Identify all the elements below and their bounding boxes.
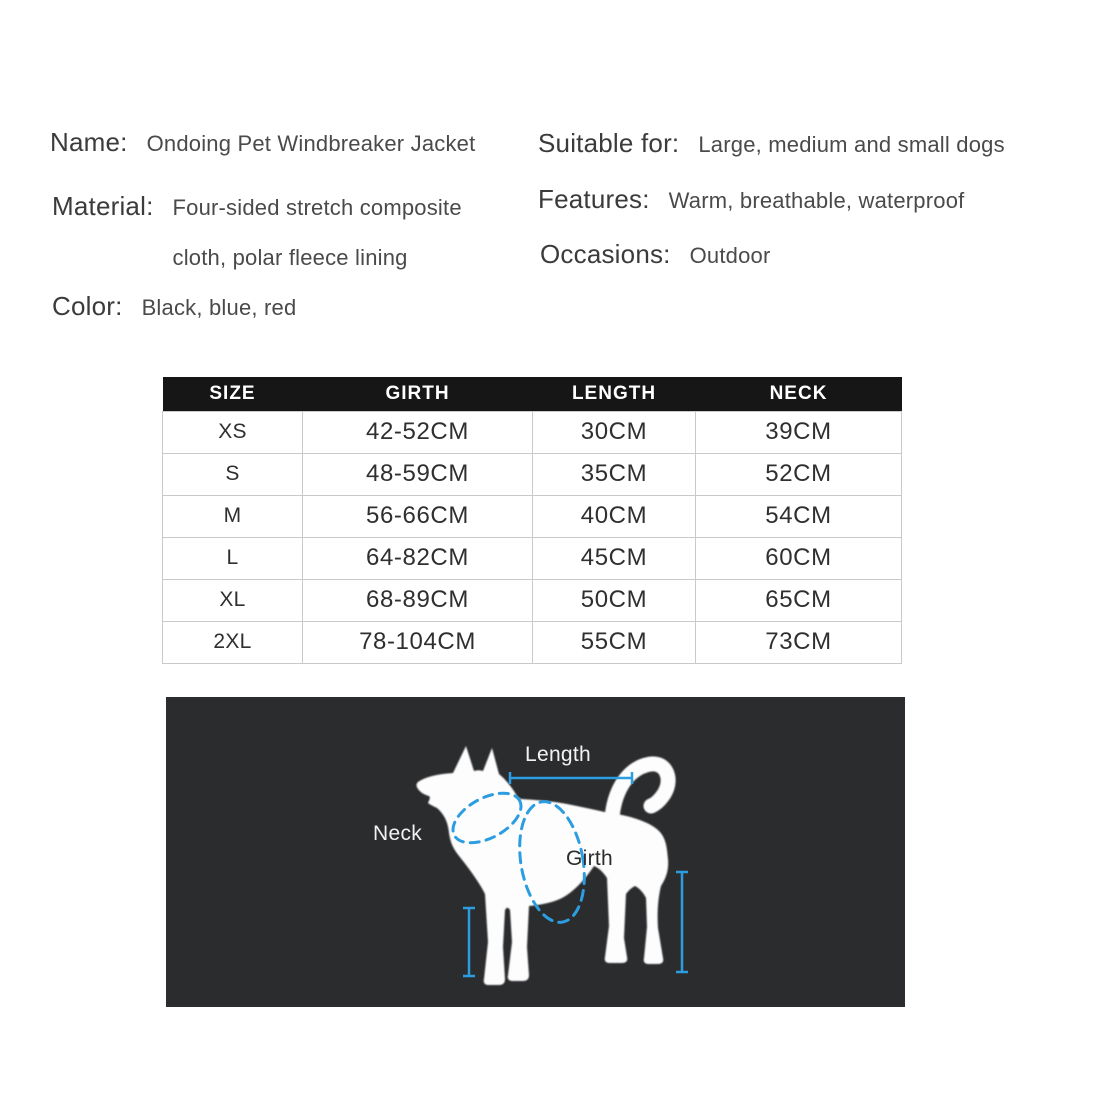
info-row-material bbox=[52, 183, 498, 283]
cell-neck: 39CM bbox=[696, 411, 902, 453]
cell-length: 40CM bbox=[533, 495, 696, 537]
cell-length: 45CM bbox=[533, 537, 696, 579]
header-cell-neck: NECK bbox=[696, 377, 902, 411]
cell-size: 2XL bbox=[163, 621, 303, 663]
cell-girth: 48-59CM bbox=[303, 453, 533, 495]
info-value-color: Black, blue, red bbox=[141, 295, 297, 320]
info-value-material: Four-sided stretch composite cloth, polar fleece lining bbox=[172, 195, 462, 270]
cell-size: S bbox=[163, 453, 303, 495]
info-row-features bbox=[538, 184, 964, 215]
neck-label: Neck bbox=[373, 822, 423, 845]
cell-length: 50CM bbox=[533, 579, 696, 621]
cell-size: M bbox=[163, 495, 303, 537]
cell-neck: 52CM bbox=[696, 453, 902, 495]
info-row-suitable-for bbox=[538, 128, 1005, 159]
girth-label: Girth bbox=[566, 847, 614, 870]
info-value-suitable-for: Large, medium and small dogs bbox=[698, 132, 1005, 157]
info-value-occasions: Outdoor bbox=[689, 243, 771, 268]
cell-girth: 64-82CM bbox=[303, 537, 533, 579]
header-cell-length: LENGTH bbox=[533, 377, 696, 411]
cell-girth: 78-104CM bbox=[303, 621, 533, 663]
size-table-header-row bbox=[163, 377, 902, 411]
cell-girth: 68-89CM bbox=[303, 579, 533, 621]
info-value-features: Warm, breathable, waterproof bbox=[668, 188, 965, 213]
cell-size: L bbox=[163, 537, 303, 579]
info-label-color: Color: bbox=[52, 291, 123, 321]
info-row-color bbox=[52, 291, 296, 322]
cell-neck: 73CM bbox=[696, 621, 902, 663]
table-row-m bbox=[163, 495, 902, 537]
size-table bbox=[162, 377, 902, 664]
table-row-s bbox=[163, 453, 902, 495]
cell-size: XL bbox=[163, 579, 303, 621]
cell-length: 30CM bbox=[533, 411, 696, 453]
size-diagram-panel bbox=[166, 697, 905, 1007]
info-label-name: Name: bbox=[50, 127, 128, 157]
cell-girth: 56-66CM bbox=[303, 495, 533, 537]
cell-girth: 42-52CM bbox=[303, 411, 533, 453]
info-label-suitable-for: Suitable for: bbox=[538, 128, 680, 158]
cell-neck: 65CM bbox=[696, 579, 902, 621]
cell-length: 35CM bbox=[533, 453, 696, 495]
cell-size: XS bbox=[163, 411, 303, 453]
header-cell-size: SIZE bbox=[163, 377, 303, 411]
info-value-name: Ondoing Pet Windbreaker Jacket bbox=[146, 131, 476, 156]
cell-neck: 60CM bbox=[696, 537, 902, 579]
table-row-l bbox=[163, 537, 902, 579]
front-leg-measure-line bbox=[463, 908, 475, 976]
info-label-occasions: Occasions: bbox=[540, 239, 671, 269]
length-label: Length bbox=[524, 743, 592, 766]
cell-neck: 54CM bbox=[696, 495, 902, 537]
header-cell-girth: GIRTH bbox=[303, 377, 533, 411]
info-label-features: Features: bbox=[538, 184, 650, 214]
table-row-xl bbox=[163, 579, 902, 621]
info-row-occasions bbox=[540, 239, 771, 270]
info-row-name bbox=[50, 127, 475, 158]
info-label-material: Material: bbox=[52, 191, 154, 221]
hind-height-measure-line bbox=[676, 872, 688, 972]
length-measure-line bbox=[510, 772, 632, 784]
table-row-2xl bbox=[163, 621, 902, 663]
cell-length: 55CM bbox=[533, 621, 696, 663]
dog-tail bbox=[612, 764, 668, 818]
table-row-xs bbox=[163, 411, 902, 453]
